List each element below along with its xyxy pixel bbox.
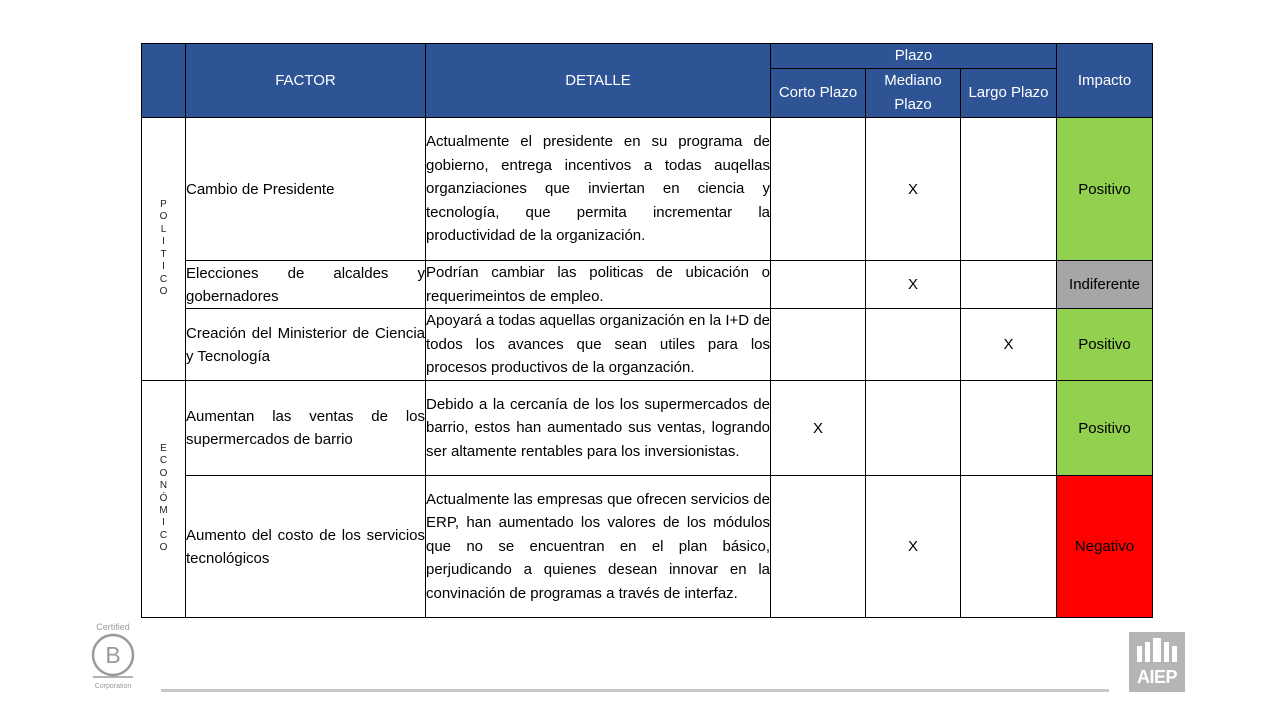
table-row: [142, 309, 1153, 381]
bcorp-logo: [90, 622, 136, 692]
bcorp-b-icon: [90, 632, 136, 678]
corto-plazo-cell: [771, 309, 866, 381]
factor-cell: Cambio de Presidente: [186, 118, 426, 261]
aiep-logo-text: AIEP: [1136, 667, 1177, 687]
building-icon: [1129, 634, 1185, 664]
header-factor: FACTOR: [186, 44, 426, 118]
mediano-plazo-cell: X: [866, 118, 961, 261]
mediano-plazo-cell: [866, 309, 961, 381]
category-economico-label: E C O N Ó M I C O: [159, 442, 168, 554]
impacto-cell: Indiferente: [1057, 261, 1153, 309]
impacto-cell: Positivo: [1057, 381, 1153, 476]
header-largo-plazo: Largo Plazo: [961, 69, 1057, 118]
impacto-cell: Positivo: [1057, 309, 1153, 381]
detalle-cell: Apoyará a todas aquellas organización en la I+D de todos los avances que sean utiles para los procesos productivos de la organzación.: [426, 309, 771, 381]
header-detalle: DETALLE: [426, 44, 771, 118]
largo-plazo-cell: [961, 261, 1057, 309]
mediano-plazo-cell: X: [866, 476, 961, 618]
bcorp-corporation-text: Corporation: [94, 683, 132, 690]
category-politico: [142, 118, 186, 381]
mediano-plazo-cell: [866, 381, 961, 476]
impacto-cell: Positivo: [1057, 118, 1153, 261]
corto-plazo-cell: [771, 118, 866, 261]
detalle-cell: Actualmente el presidente en su programa de gobierno, entrega incentivos a todas auqellas organziaciones que inviertan en ciencia y tecnología, que permita incrementar la productividad de la organización.: [426, 118, 771, 261]
header-impacto: Impacto: [1057, 44, 1153, 118]
corto-plazo-cell: [771, 476, 866, 618]
largo-plazo-cell: [961, 118, 1057, 261]
impacto-cell: Negativo: [1057, 476, 1153, 618]
detalle-cell: Podrían cambiar las politicas de ubicación o requerimeintos de empleo.: [426, 261, 771, 309]
footer-divider: [161, 689, 1109, 692]
corto-plazo-cell: [771, 261, 866, 309]
header-mediano-plazo: Mediano Plazo: [866, 69, 961, 118]
table-row: [142, 476, 1153, 618]
largo-plazo-cell: X: [961, 309, 1057, 381]
factor-cell: Aumento del costo de los servicios tecnológicos: [186, 476, 426, 618]
factor-cell: Creación del Ministerior de Ciencia y Tecnología: [186, 309, 426, 381]
aiep-logo: [1129, 632, 1185, 692]
largo-plazo-cell: [961, 476, 1057, 618]
mediano-plazo-cell: X: [866, 261, 961, 309]
corto-plazo-cell: X: [771, 381, 866, 476]
bcorp-certified-text: Certified: [96, 622, 130, 632]
pestel-table: [141, 43, 1153, 618]
header-blank: [142, 44, 186, 118]
header-corto-plazo: Corto Plazo: [771, 69, 866, 118]
table-row: [142, 261, 1153, 309]
category-politico-label: P O L I T I C O: [159, 199, 168, 297]
header-plazo: Plazo: [771, 44, 1057, 69]
factor-cell: Elecciones de alcaldes y gobernadores: [186, 261, 426, 309]
detalle-cell: Actualmente las empresas que ofrecen servicios de ERP, han aumentado los valores de los módulos que no se encuentran en el plan básico, perjudicando a quienes desean innovar en la convinación de programas a través de interfaz.: [426, 476, 771, 618]
table-row: [142, 381, 1153, 476]
detalle-cell: Debido a la cercanía de los los supermercados de barrio, estos han aumentado sus ventas, logrando ser altamente rentables para los inversionistas.: [426, 381, 771, 476]
table-row: [142, 118, 1153, 261]
svg-text:B: B: [105, 642, 121, 668]
factor-cell: Aumentan las ventas de los supermercados de barrio: [186, 381, 426, 476]
largo-plazo-cell: [961, 381, 1057, 476]
category-economico: [142, 381, 186, 618]
